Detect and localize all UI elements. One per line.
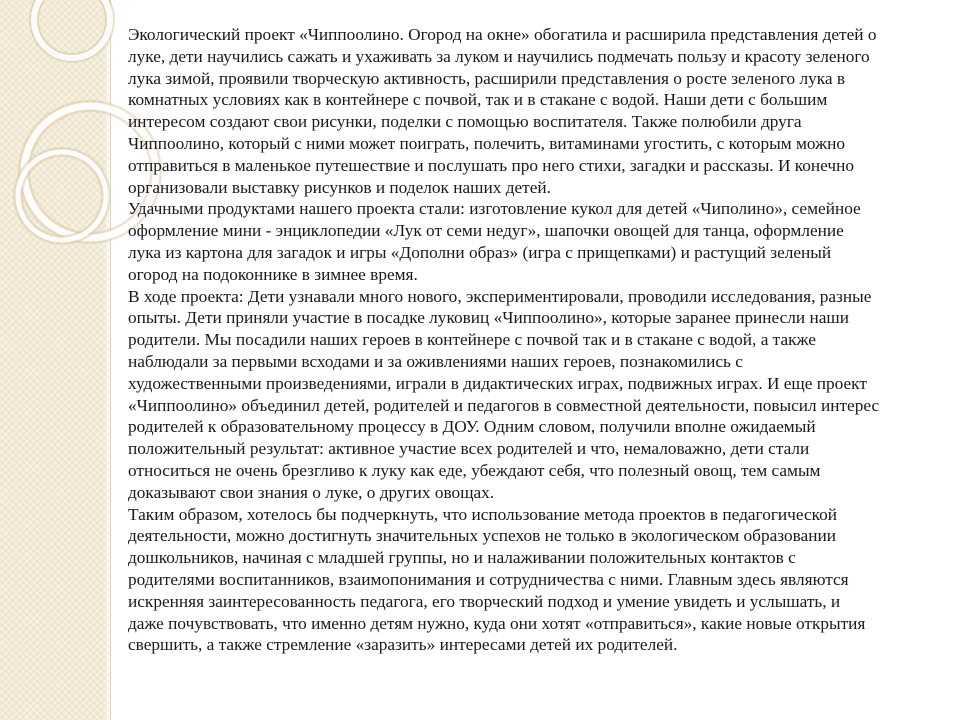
paragraph-conclusion: Таким образом, хотелось бы подчеркнуть, что использование метода проектов в педагогической деятельности, можно достигнуть значительных успехов не только в экологическом образовании дошкольников, начиная с младшей группы, но и налаживании положительных контактов с родителями воспитанников, взаимопонимания и сотрудничества с ними. Главным здесь являются искренняя заинтересованность педагога, его творческий подход и умение увидеть и услышать, и даже почувствовать, что именно детям нужно, куда они хотят «отправиться», какие новые открытия свершить, а также стремление «заразить» интересами детей их родителей. [128, 504, 866, 655]
slide-body-text [128, 24, 938, 704]
paragraph-project-products: Удачными продуктами нашего проекта стали: изготовление кукол для детей «Чиполино», семейное оформление мини - энциклопедии «Лук от семи недуг», шапочки овощей для танца, оформление лука из картона для загадок и игры «Дополни образ» (игра с прищепками) и растущий зеленый огород на подоконнике в зимнее время. [128, 199, 861, 284]
paragraph-project-process: В ходе проекта: Дети узнавали много нового, экспериментировали, проводили исследования, разные опыты. Дети приняли участие в посадке луковиц «Чиппоолино», которые заранее принесли наши родители. Мы посадили наших героев в контейнере с почвой так и в стакане с водой, а также наблюдали за первыми всходами и за оживлениями наших героев, познакомились с художественными произведениями, играли в дидактических играх, подвижных играх. И еще проект «Чиппоолино» объединил детей, родителей и педагогов в совместной деятельности, повысил интерес родителей к образовательному процессу в ДОУ. Одним словом, получили вполне ожидаемый положительный результат: активное участие всех родителей и что, немаловажно, дети стали относиться не очень брезгливо к луку как еде, убеждают себя, что полезный овощ, тем самым доказывают свои знания о луке, о других овощах. [128, 286, 880, 502]
paragraph-project-summary: Экологический проект «Чиппоолино. Огород на окне» обогатила и расширила представления детей о луке, дети научились сажать и ухаживать за луком и научились подмечать пользу и красоту зеленого лука зимой, проявили творческую активность, расширили представления о росте зеленого лука в комнатных условиях как в контейнере с почвой, так и в стакане с водой. Наши дети с большим интересом создают свои рисунки, поделки с помощью воспитателя. Также полюбили друга Чиппоолино, который с ними может поиграть, полечить, витаминами угостить, с которым можно отправиться в маленькое путешествие и послушать про него стихи, загадки и рассказы. И конечно организовали выставку рисунков и поделок наших детей. [128, 25, 877, 197]
